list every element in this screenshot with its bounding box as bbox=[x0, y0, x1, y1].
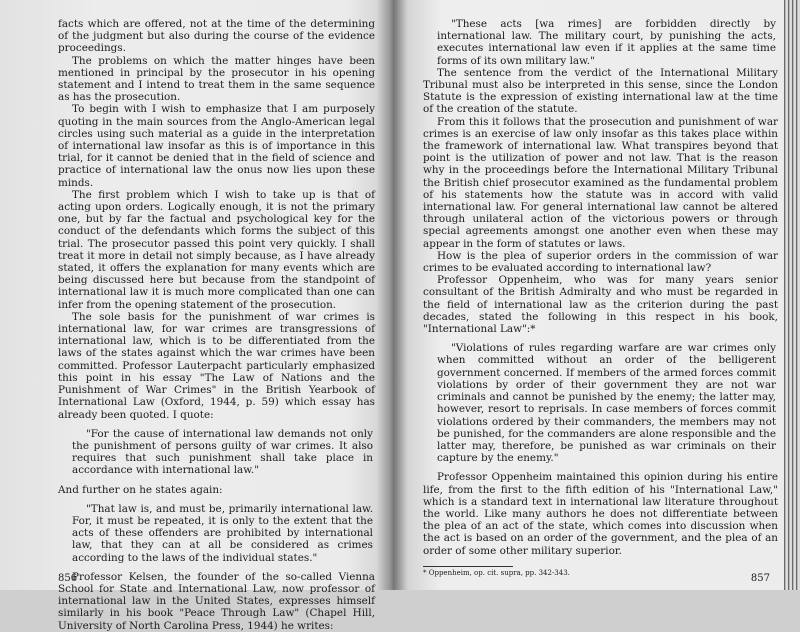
paragraph: How is the plea of superior orders in the commission of war crimes to be evaluated according to international law? bbox=[423, 249, 778, 275]
block-quote: "Violations of rules regarding warfare are war crimes only when committed without an order of the belligerent government concerned. If members of the armed forces commit violations by order of their government they are not war criminals and cannot be punished by the enemy; the latter may, however, resort to reprisals. In case members of forces commit violations ordered by their commanders, the members may not be punished, for the commanders are alone responsible and the latter may, therefore, be punished as war criminals on their capture by the enemy." bbox=[437, 342, 776, 465]
paragraph: The sole basis for the punishment of war crimes is international law, for war crimes are transgressions of international law, which is to be differentiated from the laws of the states against which the war crimes have been committed. Professor Lauterpacht particularly emphasized this point in his essay "The Law of Nations and the Punishment of War Crimes" in the British Yearbook of International Law (Oxford, 1944, p. 59) which essay has already been quoted. I quote: bbox=[58, 310, 375, 421]
page-edge bbox=[784, 0, 800, 590]
paragraph: To begin with I wish to emphasize that I am purposely quoting in the main sources from the Anglo-American legal circles using such material as a guide in the interpretation of international law insofar as this is of importance in this trial, for it cannot be denied that in the field of science and practice of international law the onus now lies upon these minds. bbox=[58, 103, 375, 189]
page-number: 856 bbox=[58, 573, 78, 584]
paragraph: From this it follows that the prosecution and punishment of war crimes is an exercise of law only insofar as this takes place within the framework of international law. What transpires beyond that point is the utilization of power and not law. That is the reason why in the proceedings before the International Military Tribunal the British chief prosecutor examined as the fundamental problem of his statements how the statute was in accord with valid international law. For general international law cannot be altered through unilateral action of the victorious powers or through special agreements amongst one another even when these may appear in the form of statutes or laws. bbox=[423, 115, 778, 250]
block-quote: "That law is, and must be, primarily international law. For, it must be repeated, it is only to the extent that the acts of these offenders are prohibited by international law, that they can at all be considered as crimes according to the laws of the individual states." bbox=[72, 502, 373, 564]
block-quote: "These acts [wa rimes] are forbidden directly by international law. The military court, by punishing the acts, executes international law even if it applies at the same time forms of its own military law." bbox=[437, 18, 776, 67]
left-page bbox=[0, 0, 393, 632]
paragraph: Professor Oppenheim maintained this opinion during his entire life, from the first to the fifth edition of his "International Law," which is a standard text in international law literature throughout the world. Like many authors he does not differentiate between the plea of an act of the state, which comes into discussion when the act is based on an order of the government, and the plea of an order of some other military superior. bbox=[423, 471, 778, 557]
footnote-rule bbox=[423, 566, 513, 567]
page-number: 857 bbox=[750, 573, 770, 584]
paragraph: The sentence from the verdict of the International Military Tribunal must also be interpreted in this sense, since the London Statute is the expression of existing international law at the time of the creation of the statute. bbox=[423, 66, 778, 116]
paragraph: Professor Kelsen, the founder of the so-called Vienna School for State and International Law, now professor of international law in the United States, expresses himself similarly in his book "Peace Through Law" (Chapel Hill, University of North Carolina Press, 1944) he writes: bbox=[58, 570, 375, 632]
paragraph: The problems on which the matter hinges have been mentioned in principal by the prosecutor in his opening statement and I intend to treat them in the same sequence as has the prosecution. bbox=[58, 54, 375, 104]
right-page bbox=[393, 0, 800, 590]
paragraph: facts which are offered, not at the time of the determining of the judgment but also during the course of the evidence proceedings. bbox=[58, 18, 375, 55]
block-quote: "For the cause of international law demands not only the punishment of persons guilty of war crimes. It also requires that such punishment shall take place in accordance with international law." bbox=[72, 427, 373, 477]
paragraph: The first problem which I wish to take up is that of acting upon orders. Logically enough, it is not the primary one, but by far the factual and psychological key for the conduct of the defendants which forms the subject of this trial. The prosecutor passed this point very quickly. I shall treat it more in detail not simply because, as I have already stated, it offers the explanation for many events which are being discussed here but because from the standpoint of international law it is much more complicated than one can infer from the opening statement of the prosecution. bbox=[58, 188, 375, 311]
paragraph: Professor Oppenheim, who was for many years senior consultant of the British Admiralty and who must be regarded in the field of international law as the criterion during the past decades, stated the following in this respect in his book, "International Law":* bbox=[423, 274, 778, 336]
paragraph: And further on he states again: bbox=[58, 483, 223, 496]
footnote: * Oppenheim, op. cit. supra, pp. 342-343. bbox=[423, 568, 570, 577]
